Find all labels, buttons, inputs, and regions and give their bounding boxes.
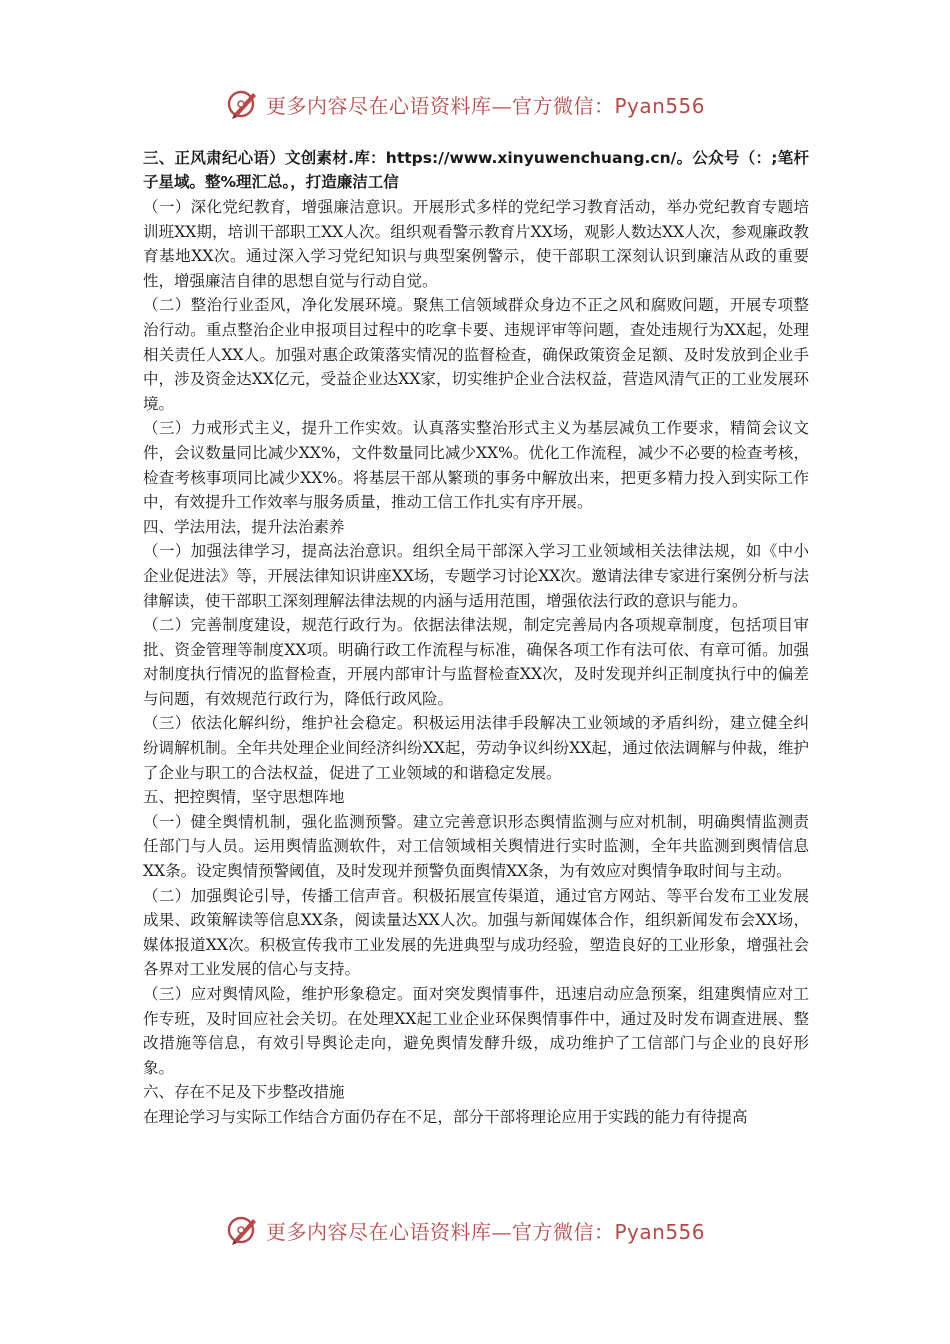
section-heading: 五、把控舆情，坚守思想阵地 [143,788,345,807]
paragraph: （一）健全舆情机制，强化监测预警。建立完善意识形态舆情监测与应对机制，明确舆情监测责任部门与人员。运用舆情监测软件，对工信领域相关舆情进行实时监测，全年共监测到舆情信息XX条。设定舆情预警阈值，及时发现并预警负面舆情XX条，为有效应对舆情争取时间与主动。 [143,812,809,881]
paragraph: （三）力戒形式主义，提升工作实效。认真落实整治形式主义为基层减负工作要求，精简会议文件，会议数量同比减少XX%，文件数量同比减少XX%。优化工作流程，减少不必要的检查考核，检查考核事项同比减少XX%。将基层干部从繁琐的事务中解放出来，把更多精力投入到实际工作中，有效提升工作效率与服务质量，推动工信工作扎实有序开展。 [143,419,809,512]
banner-text: 更多内容尽在心语资料库—官方微信：Pyan556 [266,93,706,118]
paragraph: （三）依法化解纠纷，维护社会稳定。积极运用法律手段解决工业领域的矛盾纠纷，建立健全纠纷调解机制。全年共处理企业间经济纠纷XX起，劳动争议纠纷XX起，通过依法调解与仲裁，维护了企业与职工的合法权益，促进了工业领域的和谐稳定发展。 [143,714,809,782]
paragraph: （一）加强法律学习，提高法治意识。组织全局干部深入学习工业领域相关法律法规，如《中小企业促进法》等，开展法律知识讲座XX场，专题学习讨论XX次。邀请法律专家进行案例分析与法律解读，使干部职工深刻理解法律法规的内涵与适用范围，增强依法行政的意识与能力。 [143,542,809,610]
footer-banner [226,1210,746,1250]
header-banner [226,84,746,124]
pen-circle-logo-icon [226,1213,260,1247]
paragraph: （一）深化党纪教育，增强廉洁意识。开展形式多样的党纪学习教育活动，举办党纪教育专题培训班XX期，培训干部职工XX人次。组织观看警示教育片XX场，观影人数达XX人次，参观廉政教育基地XX次。通过深入学习党纪知识与典型案例警示，使干部职工深刻认识到廉洁从政的重要性，增强廉洁自律的思想自觉与行动自觉。 [143,198,809,290]
pen-circle-logo-icon [226,87,260,121]
paragraph: 在理论学习与实际工作结合方面仍存在不足，部分干部将理论应用于实践的能力有待提高 [143,1107,748,1126]
banner-text: 更多内容尽在心语资料库—官方微信：Pyan556 [266,1219,706,1244]
paragraph: （二）整治行业歪风，净化发展环境。聚焦工信领域群众身边不正之风和腐败问题，开展专项整治行动。重点整治企业申报项目过程中的吃拿卡要、违规评审等问题，查处违规行为XX起，处理相关责任人XX人。加强对惠企政策落实情况的监督检查，确保政策资金足额、及时发放到企业手中，涉及资金达XX亿元，受益企业达XX家，切实维护企业合法权益，营造风清气正的工业发展环境。 [143,296,809,413]
section-heading: 四、学法用法，提升法治素养 [143,517,345,536]
document-body [143,146,809,1130]
section-title-three: 三、正风肃纪心语）文创素材.库：https://www.xinyuwenchuang.cn/。公众号（：;笔杆子星域。整%理汇总。，打造廉洁工信 [143,149,809,191]
paragraph: （二）完善制度建设，规范行政行为。依据法律法规，制定完善局内各项规章制度，包括项目审批、资金管理等制度XX项。明确行政工作流程与标准，确保各项工作有法可依、有章可循。加强对制度执行情况的监督检查，开展内部审计与监督检查XX次，及时发现并纠正制度执行中的偏差与问题，有效规范行政行为，降低行政风险。 [143,616,809,708]
paragraph: （三）应对舆情风险，维护形象稳定。面对突发舆情事件，迅速启动应急预案，组建舆情应对工作专班，及时回应社会关切。在处理XX起工业企业环保舆情事件中，通过及时发布调查进展、整改措施等信息，有效引导舆论走向，避免舆情发酵升级，成功维护了工信部门与企业的良好形象。 [143,985,809,1077]
section-heading: 六、存在不足及下步整改措施 [143,1083,345,1102]
document-blocks [143,195,809,1130]
paragraph: （二）加强舆论引导，传播工信声音。积极拓展宣传渠道，通过官方网站、等平台发布工业发展成果、政策解读等信息XX条，阅读量达XX人次。加强与新闻媒体合作，组织新闻发布会XX场，媒体报道XX次。积极宣传我市工业发展的先进典型与成功经验，塑造良好的工业形象，增强社会各界对工业发展的信心与支持。 [143,886,809,979]
